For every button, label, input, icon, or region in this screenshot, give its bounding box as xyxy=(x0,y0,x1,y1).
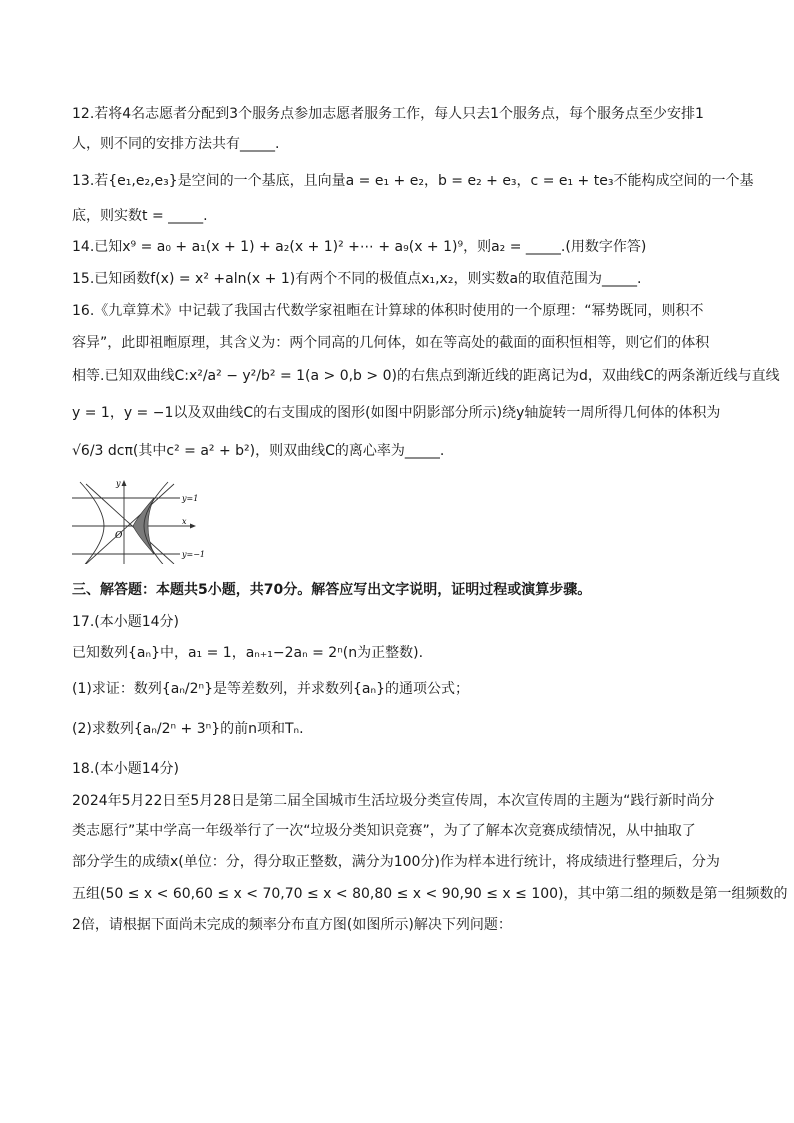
q17-part1: (1)求证：数列{aₙ/2ⁿ}是等差数列，并求数列{aₙ}的通项公式； xyxy=(72,681,469,697)
q12-line-1: 12.若将4名志愿者分配到3个服务点参加志愿者服务工作，每人只去1个服务点，每个服务点至少安排1 xyxy=(72,106,704,122)
q18-line-5: 2倍，请根据下面尚未完成的频率分布直方图(如图所示)解决下列问题： xyxy=(72,917,512,933)
q18-line-3: 部分学生的成绩x(单位：分，得分取正整数，满分为100分)作为样本进行统计，将成绩进行整理后，分为 xyxy=(72,854,720,870)
hyperbola-figure xyxy=(72,478,218,564)
q13-line-1: 13.若{e₁,e₂,e₃}是空间的一个基底，且向量a = e₁ + e₂，b = e₂ + e₃，c = e₁ + te₃不能构成空间的一个基 xyxy=(72,173,754,189)
q13-line-2: 底，则实数t = _____. xyxy=(72,208,208,224)
figure-label-ym1: y=−1 xyxy=(182,550,206,559)
q17-stem: 已知数列{aₙ}中，a₁ = 1，aₙ₊₁−2aₙ = 2ⁿ(n为正整数). xyxy=(72,645,424,661)
q16-line-5: √6/3 dcπ(其中c² = a² + b²)，则双曲线C的离心率为_____. xyxy=(72,443,445,459)
q16-line-3: 相等.已知双曲线C:x²/a² − y²/b² = 1(a > 0,b > 0)的右焦点到渐近线的距离记为d，双曲线C的两条渐近线与直线 xyxy=(72,368,780,384)
q15-line: 15.已知函数f(x) = x² +aln(x + 1)有两个不同的极值点x₁,x₂，则实数a的取值范围为_____. xyxy=(72,271,642,287)
q16-line-4: y = 1，y = −1以及双曲线C的右支围成的图形(如图中阴影部分所示)绕y轴旋转一周所得几何体的体积为 xyxy=(72,405,721,421)
section-heading-solve: 三、解答题：本题共5小题，共70分。解答应写出文字说明，证明过程或演算步骤。 xyxy=(72,582,592,598)
figure-label-x: x xyxy=(182,517,187,526)
figure-label-y: y xyxy=(116,479,121,488)
figure-label-y1: y=1 xyxy=(182,494,199,503)
figure-label-origin: O xyxy=(115,531,123,541)
q16-line-2: 容异”，此即祖暅原理，其含义为：两个同高的几何体，如在等高处的截面的面积恒相等，则它们的体积 xyxy=(72,335,710,351)
q18-line-2: 类志愿行”某中学高一年级举行了一次“垃圾分类知识竞赛”，为了了解本次竞赛成绩情况，从中抽取了 xyxy=(72,823,696,839)
q18-header: 18.(本小题14分) xyxy=(72,761,180,777)
q17-part2: (2)求数列{aₙ/2ⁿ + 3ⁿ}的前n项和Tₙ. xyxy=(72,721,304,737)
q17-header: 17.(本小题14分) xyxy=(72,614,180,630)
q18-line-1: 2024年5月22日至5月28日是第二届全国城市生活垃圾分类宣传周，本次宣传周的主题为“践行新时尚分 xyxy=(72,793,715,809)
q12-line-2: 人，则不同的安排方法共有_____. xyxy=(72,136,280,152)
q16-line-1: 16.《九章算术》中记载了我国古代数学家祖暅在计算球的体积时使用的一个原理：“幂势既同，则积不 xyxy=(72,303,704,319)
q14-line: 14.已知x⁹ = a₀ + a₁(x + 1) + a₂(x + 1)² +⋯ + a₉(x + 1)⁹，则a₂ = _____.(用数字作答) xyxy=(72,239,647,255)
q18-line-4: 五组(50 ≤ x < 60,60 ≤ x < 70,70 ≤ x < 80,80 ≤ x < 90,90 ≤ x ≤ 100)，其中第二组的频数是第一组频数的 xyxy=(72,886,788,902)
